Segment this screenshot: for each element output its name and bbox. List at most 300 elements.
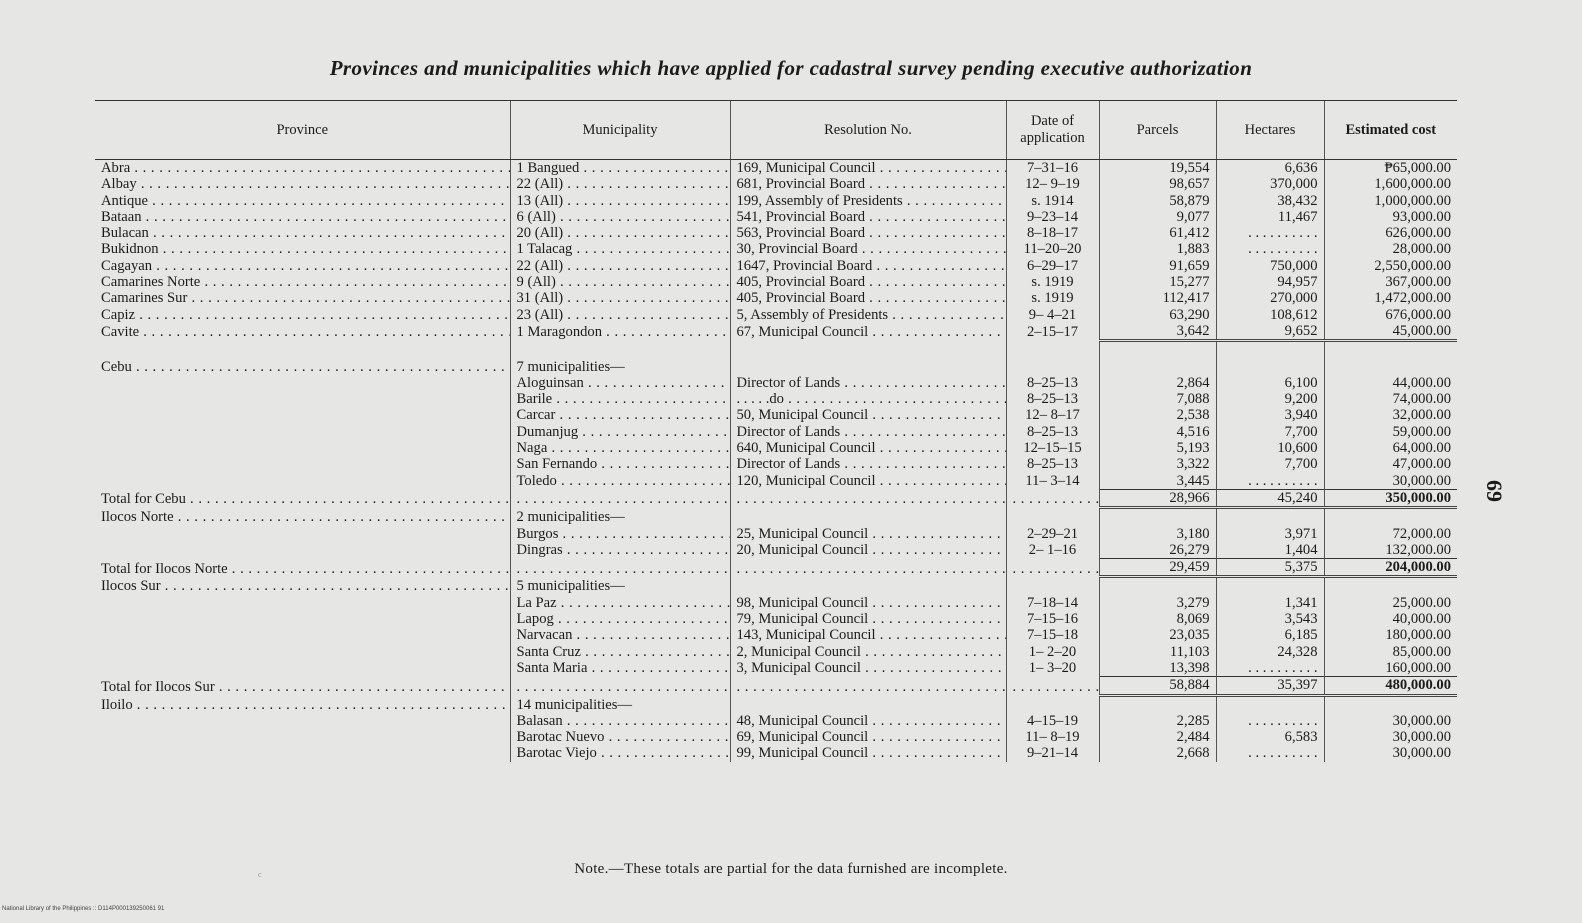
province-cell — [95, 660, 510, 677]
municipality-cell: Balasan . . . — [510, 713, 730, 729]
date-cell: 7–18–14 — [1006, 595, 1099, 611]
municipality-cell: Carcar . . . — [510, 407, 730, 423]
municipality-cell: 14 municipalities— — [510, 695, 730, 713]
hectares-cell: 6,100 — [1216, 375, 1324, 391]
date-cell: 8–25–13 — [1006, 456, 1099, 472]
municipality-cell: 31 (All) . . . — [510, 290, 730, 306]
province-cell — [95, 473, 510, 490]
municipality-cell: Santa Cruz . . . — [510, 644, 730, 660]
cost-cell: 160,000.00 — [1324, 660, 1457, 677]
date-cell: 8–25–13 — [1006, 391, 1099, 407]
hectares-cell: 10,600 — [1216, 440, 1324, 456]
total-row — [95, 489, 1457, 507]
municipality-cell: Toledo . . . — [510, 473, 730, 490]
resolution-cell: 50, Municipal Council . . . — [730, 407, 1006, 423]
cost-cell: 72,000.00 — [1324, 526, 1457, 542]
municipality-cell: La Paz . . . — [510, 595, 730, 611]
province-cell: Camarines Norte . . . — [95, 274, 510, 290]
total-hectares: 45,240 — [1216, 489, 1324, 507]
table-row — [95, 508, 1457, 526]
municipality-cell: Santa Maria . . . — [510, 660, 730, 677]
table-row — [95, 258, 1457, 274]
cost-cell: 45,000.00 — [1324, 323, 1457, 341]
cost-cell: 85,000.00 — [1324, 644, 1457, 660]
municipality-cell: 1 Maragondon . . . — [510, 323, 730, 341]
province-cell: Iloilo . . . — [95, 695, 510, 713]
parcels-cell: 7,088 — [1099, 391, 1216, 407]
hectares-cell — [1216, 577, 1324, 595]
resolution-cell — [730, 359, 1006, 375]
parcels-cell: 2,484 — [1099, 729, 1216, 745]
municipality-cell: 1 Talacag . . . — [510, 241, 730, 257]
resolution-cell: Director of Lands . . . — [730, 424, 1006, 440]
province-cell — [95, 440, 510, 456]
cost-cell — [1324, 695, 1457, 713]
province-cell: Cavite . . . — [95, 323, 510, 341]
cost-cell: 180,000.00 — [1324, 627, 1457, 643]
resolution-cell: 405, Provincial Board . . . — [730, 274, 1006, 290]
spacer-cell — [1099, 341, 1216, 359]
total-parcels: 58,884 — [1099, 677, 1216, 695]
table-row — [95, 611, 1457, 627]
table-row — [95, 274, 1457, 290]
parcels-cell: 5,193 — [1099, 440, 1216, 456]
hectares-cell: . . . . . . . . . . — [1216, 473, 1324, 490]
province-cell: Bataan . . . — [95, 209, 510, 225]
parcels-cell: 58,879 — [1099, 193, 1216, 209]
municipality-cell: Barile . . . — [510, 391, 730, 407]
parcels-cell: 3,180 — [1099, 526, 1216, 542]
date-cell: 2–15–17 — [1006, 323, 1099, 341]
municipality-cell: 22 (All) . . . — [510, 258, 730, 274]
municipality-cell: 22 (All) . . . — [510, 176, 730, 192]
parcels-cell: 98,657 — [1099, 176, 1216, 192]
hectares-cell — [1216, 359, 1324, 375]
hectares-cell: 7,700 — [1216, 456, 1324, 472]
table-row — [95, 713, 1457, 729]
total-hectares: 5,375 — [1216, 559, 1324, 577]
province-cell: Albay . . . — [95, 176, 510, 192]
stray-mark: c — [258, 870, 262, 879]
hectares-cell: . . . . . . . . . . — [1216, 241, 1324, 257]
province-cell — [95, 424, 510, 440]
table-row — [95, 176, 1457, 192]
municipality-cell: 1 Bangued . . . — [510, 160, 730, 177]
header-municipality: Municipality — [510, 101, 730, 160]
municipality-cell: Aloguinsan . . . — [510, 375, 730, 391]
cost-cell: 93,000.00 — [1324, 209, 1457, 225]
municipality-cell: Burgos . . . — [510, 526, 730, 542]
cost-cell: 44,000.00 — [1324, 375, 1457, 391]
date-cell: 1– 3–20 — [1006, 660, 1099, 677]
province-cell — [95, 526, 510, 542]
hectares-cell: 94,957 — [1216, 274, 1324, 290]
cost-cell: 47,000.00 — [1324, 456, 1457, 472]
parcels-cell: 2,538 — [1099, 407, 1216, 423]
parcels-cell: 4,516 — [1099, 424, 1216, 440]
parcels-cell: 8,069 — [1099, 611, 1216, 627]
date-cell — [1006, 508, 1099, 526]
resolution-cell: 541, Provincial Board . . . — [730, 209, 1006, 225]
province-cell — [95, 456, 510, 472]
cost-cell: 32,000.00 — [1324, 407, 1457, 423]
resolution-cell: 143, Municipal Council . . . — [730, 627, 1006, 643]
municipality-cell: 7 municipalities— — [510, 359, 730, 375]
table-row — [95, 577, 1457, 595]
resolution-cell: . . . . .do . . . — [730, 391, 1006, 407]
resolution-cell: 20, Municipal Council . . . — [730, 542, 1006, 559]
hectares-cell: 750,000 — [1216, 258, 1324, 274]
table-row — [95, 660, 1457, 677]
date-cell: 9–21–14 — [1006, 745, 1099, 761]
resolution-cell: 199, Assembly of Presidents . . . — [730, 193, 1006, 209]
cost-cell: 74,000.00 — [1324, 391, 1457, 407]
date-cell: 9– 4–21 — [1006, 307, 1099, 323]
hectares-cell: 108,612 — [1216, 307, 1324, 323]
province-cell: Camarines Sur . . . — [95, 290, 510, 306]
hectares-cell: 9,200 — [1216, 391, 1324, 407]
table-row — [95, 526, 1457, 542]
cost-cell: 1,472,000.00 — [1324, 290, 1457, 306]
total-empty-cell — [730, 489, 1006, 507]
municipality-cell: 9 (All) . . . — [510, 274, 730, 290]
province-cell: Ilocos Norte . . . — [95, 508, 510, 526]
province-cell: Abra . . . — [95, 160, 510, 177]
table-row — [95, 241, 1457, 257]
spacer-cell — [730, 341, 1006, 359]
table-row — [95, 644, 1457, 660]
date-cell: 2–29–21 — [1006, 526, 1099, 542]
resolution-cell — [730, 508, 1006, 526]
cost-cell — [1324, 508, 1457, 526]
municipality-cell: Naga . . . — [510, 440, 730, 456]
municipality-cell: 13 (All) . . . — [510, 193, 730, 209]
footnote: Note.—These totals are partial for the data furnished are incomplete. — [574, 861, 1008, 877]
resolution-cell: 67, Municipal Council . . . — [730, 323, 1006, 341]
resolution-cell — [730, 695, 1006, 713]
province-cell: Antique . . . — [95, 193, 510, 209]
resolution-cell: Director of Lands . . . — [730, 456, 1006, 472]
archive-footer: National Library of the Philippines :: D114P000139250061 91 — [2, 906, 165, 912]
hectares-cell: 3,940 — [1216, 407, 1324, 423]
cost-cell: 367,000.00 — [1324, 274, 1457, 290]
table-row — [95, 473, 1457, 490]
municipality-cell: Narvacan . . . — [510, 627, 730, 643]
date-cell — [1006, 577, 1099, 595]
parcels-cell: 1,883 — [1099, 241, 1216, 257]
table-row — [95, 542, 1457, 559]
parcels-cell: 15,277 — [1099, 274, 1216, 290]
hectares-cell: 1,404 — [1216, 542, 1324, 559]
total-cost: 204,000.00 — [1324, 559, 1457, 577]
total-row — [95, 559, 1457, 577]
header-date: Date of application — [1006, 101, 1099, 160]
hectares-cell: 370,000 — [1216, 176, 1324, 192]
table-row — [95, 440, 1457, 456]
date-cell: 8–25–13 — [1006, 424, 1099, 440]
hectares-cell: 3,543 — [1216, 611, 1324, 627]
parcels-cell — [1099, 695, 1216, 713]
hectares-cell — [1216, 695, 1324, 713]
parcels-cell: 2,285 — [1099, 713, 1216, 729]
table-row — [95, 391, 1457, 407]
parcels-cell: 9,077 — [1099, 209, 1216, 225]
cost-cell: 30,000.00 — [1324, 713, 1457, 729]
parcels-cell: 3,279 — [1099, 595, 1216, 611]
cost-cell: 1,600,000.00 — [1324, 176, 1457, 192]
date-cell: 7–15–18 — [1006, 627, 1099, 643]
municipality-cell: 6 (All) . . . — [510, 209, 730, 225]
parcels-cell: 63,290 — [1099, 307, 1216, 323]
cadastral-survey-table — [95, 100, 1457, 762]
province-cell — [95, 391, 510, 407]
spacer-row — [95, 341, 1457, 359]
header-hectares: Hectares — [1216, 101, 1324, 160]
parcels-cell — [1099, 359, 1216, 375]
province-cell: Cagayan . . . — [95, 258, 510, 274]
hectares-cell — [1216, 508, 1324, 526]
cost-cell: ₱65,000.00 — [1324, 160, 1457, 177]
table-row — [95, 595, 1457, 611]
total-empty-cell — [730, 559, 1006, 577]
resolution-cell: 30, Provincial Board . . . — [730, 241, 1006, 257]
table-row — [95, 375, 1457, 391]
date-cell: s. 1919 — [1006, 290, 1099, 306]
parcels-cell: 13,398 — [1099, 660, 1216, 677]
parcels-cell: 112,417 — [1099, 290, 1216, 306]
cost-cell: 28,000.00 — [1324, 241, 1457, 257]
table-row — [95, 424, 1457, 440]
table-title: Provinces and municipalities which have applied for cadastral survey pending executive authorization — [329, 56, 1253, 80]
resolution-cell: 99, Municipal Council . . . — [730, 745, 1006, 761]
resolution-cell: 5, Assembly of Presidents . . . — [730, 307, 1006, 323]
date-cell: 11– 3–14 — [1006, 473, 1099, 490]
table-body — [95, 160, 1457, 762]
cost-cell: 1,000,000.00 — [1324, 193, 1457, 209]
table-row — [95, 407, 1457, 423]
parcels-cell: 19,554 — [1099, 160, 1216, 177]
resolution-cell: 1647, Provincial Board . . . — [730, 258, 1006, 274]
header-cost: Estimated cost — [1324, 101, 1457, 160]
hectares-cell: 7,700 — [1216, 424, 1324, 440]
total-empty-cell — [1006, 677, 1099, 695]
date-cell: s. 1919 — [1006, 274, 1099, 290]
table-row — [95, 695, 1457, 713]
hectares-cell: 11,467 — [1216, 209, 1324, 225]
hectares-cell: . . . . . . . . . . — [1216, 745, 1324, 761]
parcels-cell: 3,445 — [1099, 473, 1216, 490]
table-row — [95, 160, 1457, 177]
province-cell — [95, 611, 510, 627]
spacer-cell — [1006, 341, 1099, 359]
total-empty-cell — [510, 489, 730, 507]
date-cell: s. 1914 — [1006, 193, 1099, 209]
municipality-cell: Lapog . . . — [510, 611, 730, 627]
resolution-cell: 640, Municipal Council . . . — [730, 440, 1006, 456]
municipality-cell: 23 (All) . . . — [510, 307, 730, 323]
total-empty-cell — [510, 559, 730, 577]
cost-cell — [1324, 577, 1457, 595]
cost-cell: 2,550,000.00 — [1324, 258, 1457, 274]
municipality-cell: Dingras . . . — [510, 542, 730, 559]
resolution-cell: 3, Municipal Council . . . — [730, 660, 1006, 677]
province-cell — [95, 729, 510, 745]
table-row — [95, 290, 1457, 306]
province-cell — [95, 627, 510, 643]
resolution-cell: 48, Municipal Council . . . — [730, 713, 1006, 729]
parcels-cell: 2,668 — [1099, 745, 1216, 761]
hectares-cell: 270,000 — [1216, 290, 1324, 306]
total-row — [95, 677, 1457, 695]
total-label: Total for Cebu . . . — [95, 489, 510, 507]
parcels-cell — [1099, 508, 1216, 526]
cost-cell: 64,000.00 — [1324, 440, 1457, 456]
date-cell: 2– 1–16 — [1006, 542, 1099, 559]
province-cell — [95, 407, 510, 423]
total-hectares: 35,397 — [1216, 677, 1324, 695]
header-row — [95, 101, 1457, 160]
province-cell: Bukidnon . . . — [95, 241, 510, 257]
cost-cell: 30,000.00 — [1324, 729, 1457, 745]
table-row — [95, 323, 1457, 341]
table-row — [95, 209, 1457, 225]
province-cell: Ilocos Sur . . . — [95, 577, 510, 595]
province-cell — [95, 745, 510, 761]
municipality-cell: 5 municipalities— — [510, 577, 730, 595]
resolution-cell: 120, Municipal Council . . . — [730, 473, 1006, 490]
hectares-cell: 24,328 — [1216, 644, 1324, 660]
parcels-cell: 91,659 — [1099, 258, 1216, 274]
parcels-cell: 2,864 — [1099, 375, 1216, 391]
resolution-cell: 79, Municipal Council . . . — [730, 611, 1006, 627]
resolution-cell: 405, Provincial Board . . . — [730, 290, 1006, 306]
table-row — [95, 307, 1457, 323]
cost-cell: 30,000.00 — [1324, 473, 1457, 490]
resolution-cell: 69, Municipal Council . . . — [730, 729, 1006, 745]
table-row — [95, 193, 1457, 209]
province-cell — [95, 713, 510, 729]
table-row — [95, 225, 1457, 241]
date-cell: 11– 8–19 — [1006, 729, 1099, 745]
municipality-cell: Barotac Nuevo . . . — [510, 729, 730, 745]
hectares-cell: 6,583 — [1216, 729, 1324, 745]
date-cell: 7–31–16 — [1006, 160, 1099, 177]
hectares-cell: . . . . . . . . . . — [1216, 713, 1324, 729]
province-cell — [95, 644, 510, 660]
total-empty-cell — [1006, 489, 1099, 507]
municipality-cell: 20 (All) . . . — [510, 225, 730, 241]
spacer-cell — [1216, 341, 1324, 359]
province-cell: Bulacan . . . — [95, 225, 510, 241]
hectares-cell: 38,432 — [1216, 193, 1324, 209]
spacer-cell — [95, 341, 510, 359]
cost-cell: 25,000.00 — [1324, 595, 1457, 611]
table-row — [95, 745, 1457, 761]
cost-cell: 626,000.00 — [1324, 225, 1457, 241]
municipality-cell: San Fernando . . . — [510, 456, 730, 472]
resolution-cell: 681, Provincial Board . . . — [730, 176, 1006, 192]
date-cell: 11–20–20 — [1006, 241, 1099, 257]
province-cell: Capiz . . . — [95, 307, 510, 323]
total-cost: 350,000.00 — [1324, 489, 1457, 507]
spacer-cell — [1324, 341, 1457, 359]
parcels-cell: 26,279 — [1099, 542, 1216, 559]
date-cell: 1– 2–20 — [1006, 644, 1099, 660]
date-cell: 8–18–17 — [1006, 225, 1099, 241]
date-cell: 7–15–16 — [1006, 611, 1099, 627]
cost-cell: 59,000.00 — [1324, 424, 1457, 440]
table-row — [95, 456, 1457, 472]
cost-cell — [1324, 359, 1457, 375]
province-cell — [95, 542, 510, 559]
resolution-cell: 98, Municipal Council . . . — [730, 595, 1006, 611]
total-label: Total for Ilocos Sur . . . — [95, 677, 510, 695]
header-parcels: Parcels — [1099, 101, 1216, 160]
header-resolution: Resolution No. — [730, 101, 1006, 160]
cost-cell: 132,000.00 — [1324, 542, 1457, 559]
total-parcels: 29,459 — [1099, 559, 1216, 577]
page-number: 69 — [1482, 480, 1507, 502]
date-cell: 4–15–19 — [1006, 713, 1099, 729]
total-cost: 480,000.00 — [1324, 677, 1457, 695]
header-province: Province — [95, 101, 510, 160]
resolution-cell — [730, 577, 1006, 595]
date-cell — [1006, 359, 1099, 375]
table-row — [95, 729, 1457, 745]
hectares-cell: 6,636 — [1216, 160, 1324, 177]
resolution-cell: 563, Provincial Board . . . — [730, 225, 1006, 241]
date-cell: 12– 9–19 — [1006, 176, 1099, 192]
hectares-cell: . . . . . . . . . . — [1216, 225, 1324, 241]
total-empty-cell — [730, 677, 1006, 695]
date-cell: 9–23–14 — [1006, 209, 1099, 225]
spacer-cell — [510, 341, 730, 359]
date-cell: 12–15–15 — [1006, 440, 1099, 456]
date-cell: 8–25–13 — [1006, 375, 1099, 391]
parcels-cell: 3,322 — [1099, 456, 1216, 472]
resolution-cell: 25, Municipal Council . . . — [730, 526, 1006, 542]
parcels-cell — [1099, 577, 1216, 595]
hectares-cell: 1,341 — [1216, 595, 1324, 611]
parcels-cell: 3,642 — [1099, 323, 1216, 341]
province-cell — [95, 595, 510, 611]
total-label: Total for Ilocos Norte . . . — [95, 559, 510, 577]
date-cell: 12– 8–17 — [1006, 407, 1099, 423]
hectares-cell: 9,652 — [1216, 323, 1324, 341]
hectares-cell: 3,971 — [1216, 526, 1324, 542]
total-parcels: 28,966 — [1099, 489, 1216, 507]
cost-cell: 30,000.00 — [1324, 745, 1457, 761]
total-empty-cell — [510, 677, 730, 695]
date-cell: 6–29–17 — [1006, 258, 1099, 274]
resolution-cell: 2, Municipal Council . . . — [730, 644, 1006, 660]
table-row — [95, 359, 1457, 375]
province-cell: Cebu . . . — [95, 359, 510, 375]
cost-cell: 40,000.00 — [1324, 611, 1457, 627]
municipality-cell: Barotac Viejo . . . — [510, 745, 730, 761]
hectares-cell: . . . . . . . . . . — [1216, 660, 1324, 677]
province-cell — [95, 375, 510, 391]
parcels-cell: 11,103 — [1099, 644, 1216, 660]
parcels-cell: 61,412 — [1099, 225, 1216, 241]
table-row — [95, 627, 1457, 643]
cost-cell: 676,000.00 — [1324, 307, 1457, 323]
date-cell — [1006, 695, 1099, 713]
municipality-cell: 2 municipalities— — [510, 508, 730, 526]
hectares-cell: 6,185 — [1216, 627, 1324, 643]
parcels-cell: 23,035 — [1099, 627, 1216, 643]
resolution-cell: Director of Lands . . . — [730, 375, 1006, 391]
